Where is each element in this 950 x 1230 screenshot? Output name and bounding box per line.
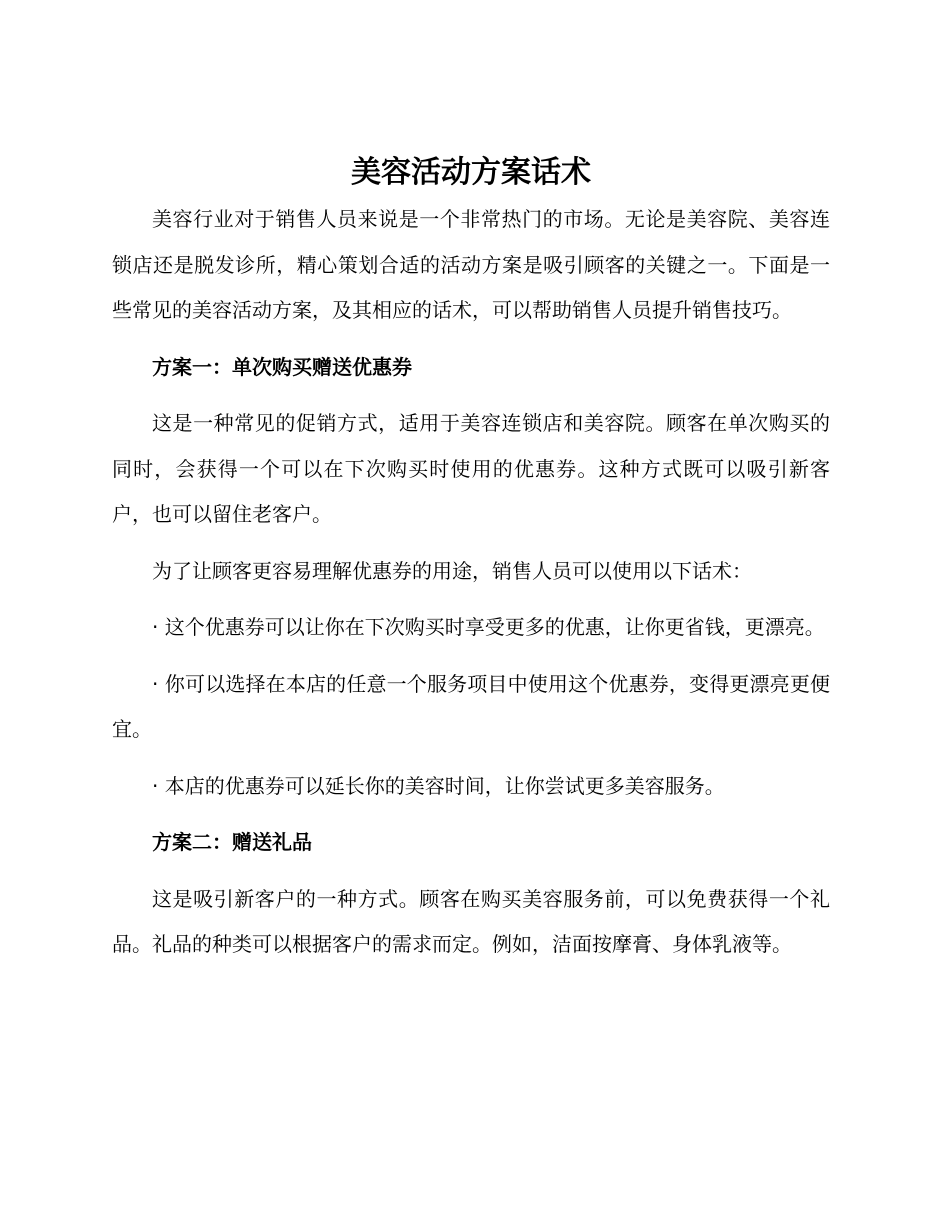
document-page <box>112 150 830 979</box>
document-title: 美容活动方案话术 <box>351 155 591 190</box>
plan2-heading: 方案二：赠送礼品 <box>152 830 312 854</box>
plan1-heading: 方案一：单次购买赠送优惠券 <box>152 354 412 379</box>
intro-paragraph: 美容行业对于销售人员来说是一个非常热门的市场。无论是美容院、美容连锁店还是脱发诊所，精心策划合适的活动方案是吸引顾客的关键之一。下面是一些常见的美容活动方案，及其相应的话术，可以帮助销售人员提升销售技巧。 <box>112 207 830 322</box>
plan1-bullet: · 本店的优惠券可以延长你的美容时间，让你尝试更多美容服务。 <box>152 773 725 798</box>
plan1-script-intro: 为了让顾客更容易理解优惠券的用途，销售人员可以使用以下话术： <box>152 558 752 583</box>
plan1-description: 这是一种常见的促销方式，适用于美容连锁店和美容院。顾客在单次购买的同时，会获得一个可以在下次购买时使用的优惠券。这种方式既可以吸引新客户，也可以留住老客户。 <box>112 411 830 526</box>
plan2-description: 这是吸引新客户的一种方式。顾客在购买美容服务前，可以免费获得一个礼品。礼品的种类可以根据客户的需求而定。例如，洁面按摩膏、身体乳液等。 <box>112 886 830 956</box>
plan1-bullet: · 这个优惠券可以让你在下次购买时享受更多的优惠，让你更省钱，更漂亮。 <box>152 615 825 639</box>
plan1-bullet: · 你可以选择在本店的任意一个服务项目中使用这个优惠券，变得更漂亮更便宜。 <box>112 671 830 741</box>
